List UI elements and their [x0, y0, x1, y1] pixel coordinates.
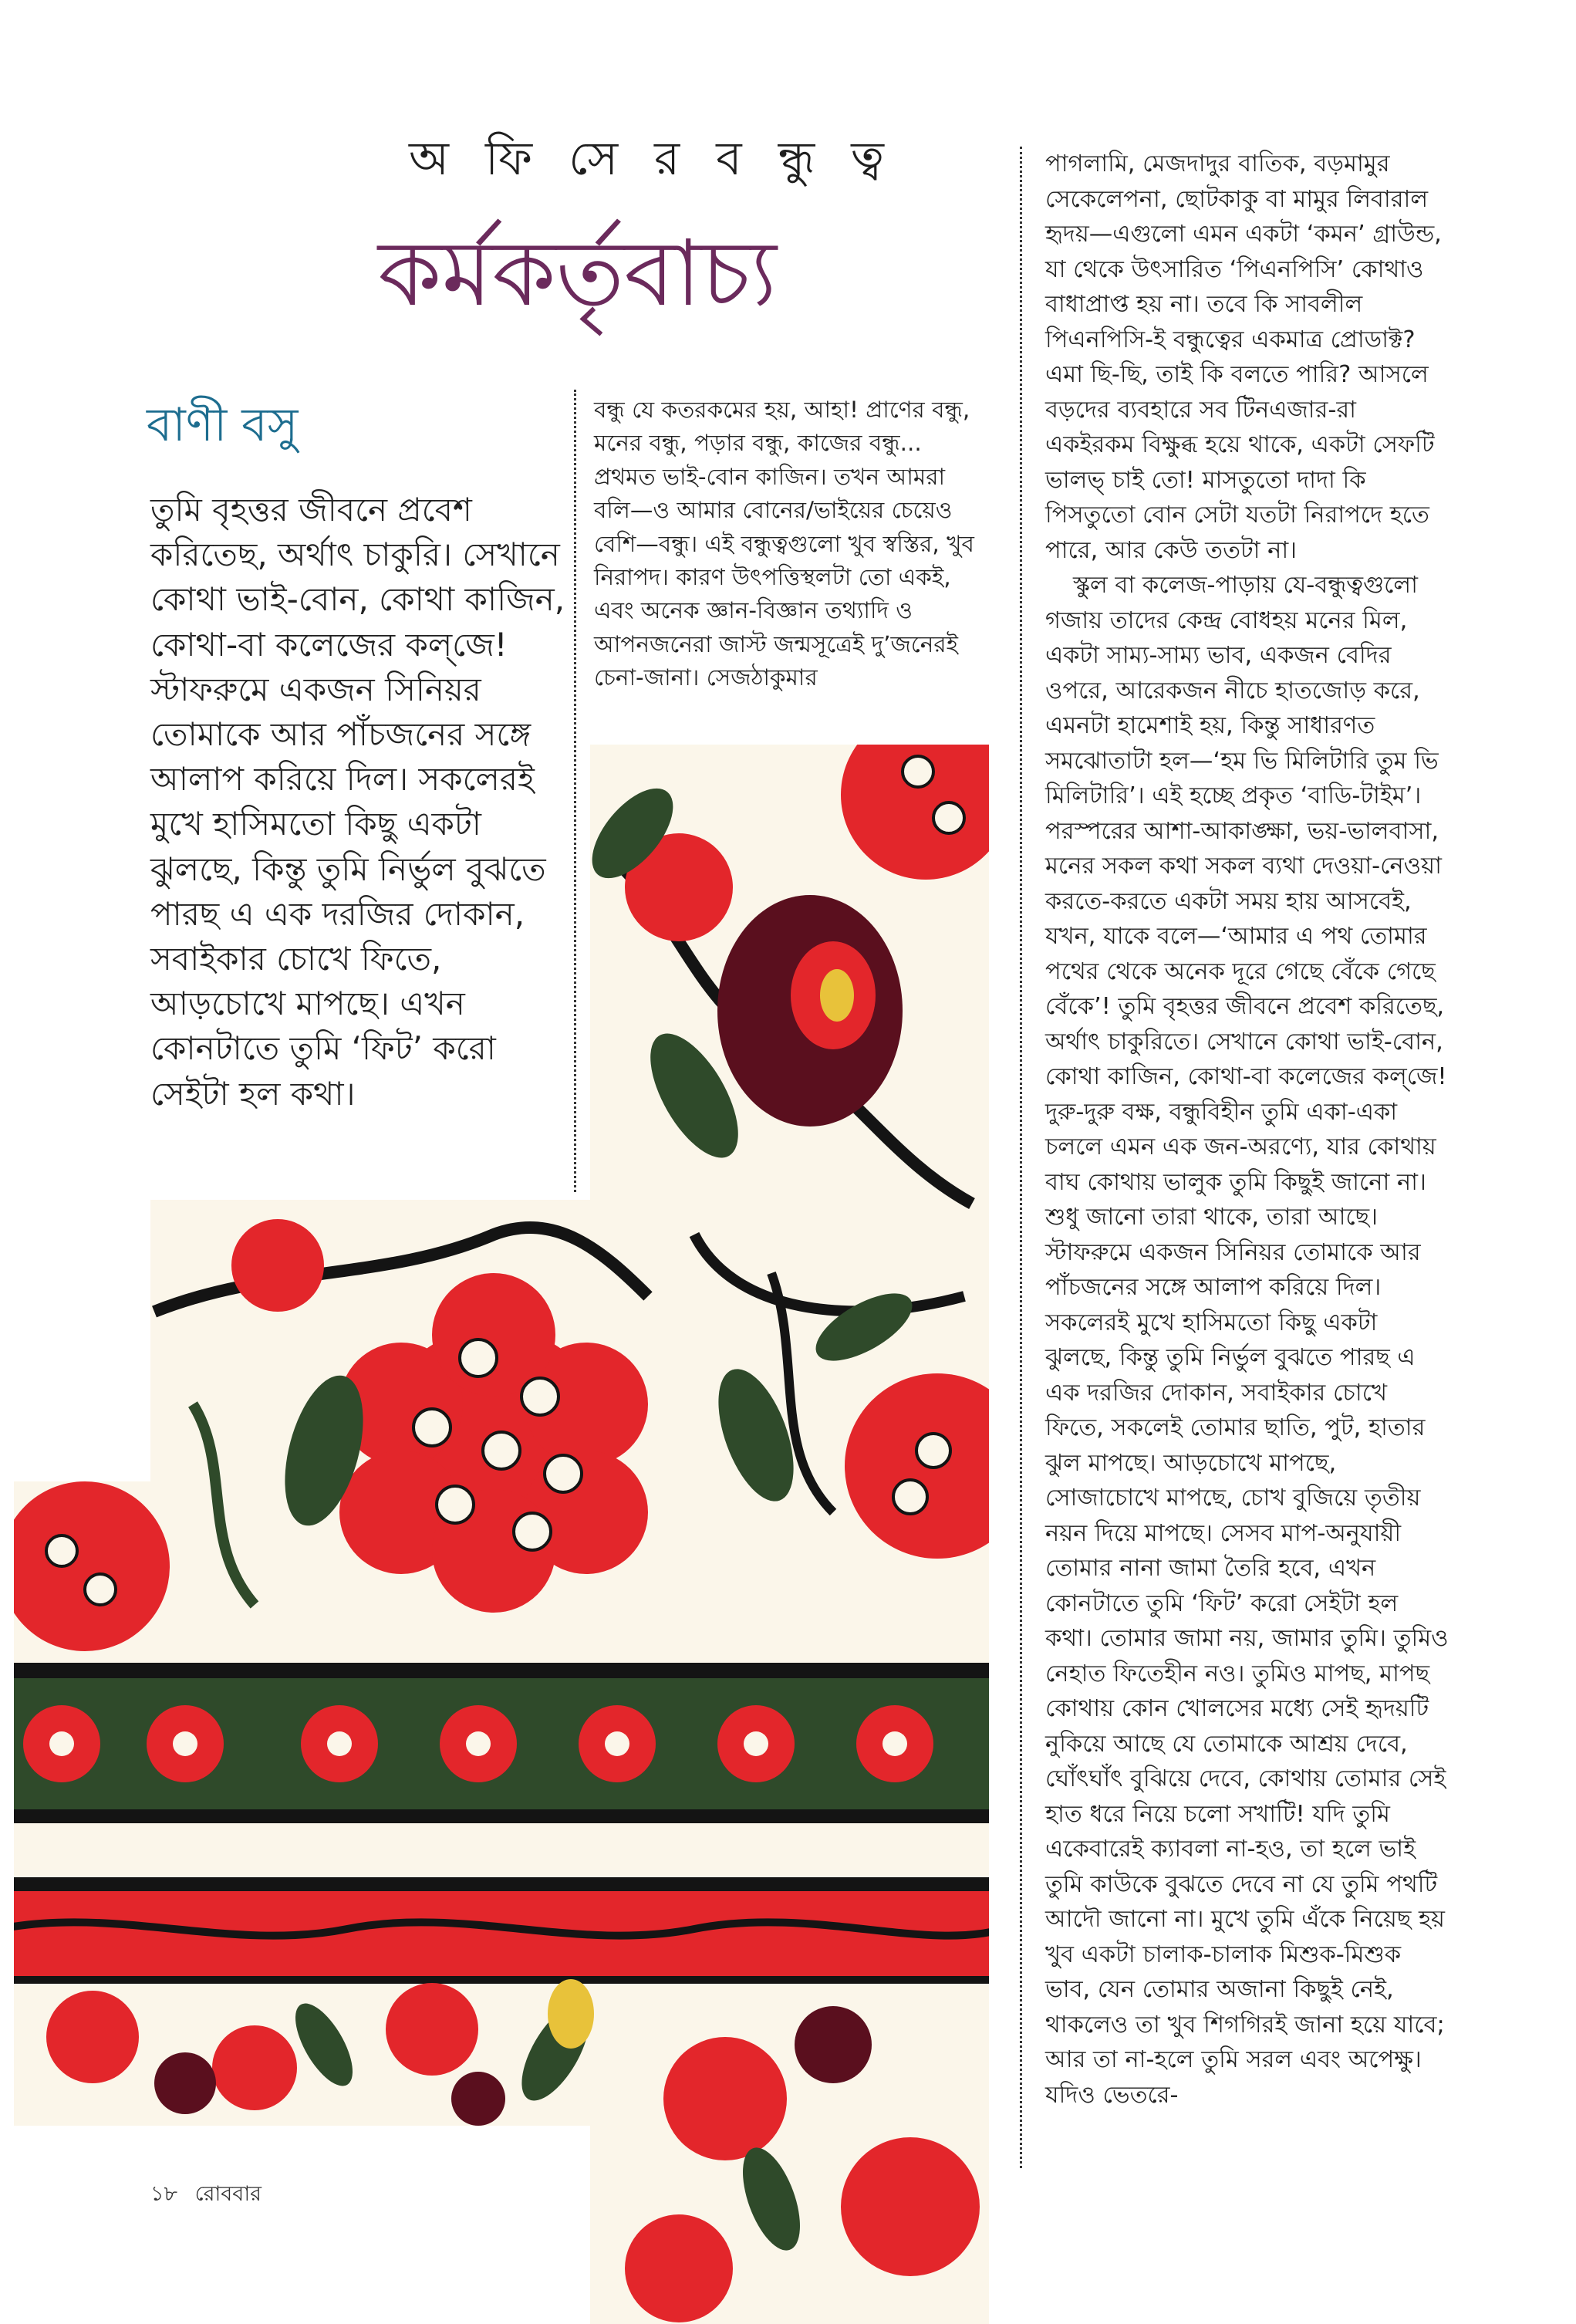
- kicker: অ ফি সে র ব ন্ধু ত্ব: [409, 132, 895, 186]
- body-column-right: [1045, 147, 1450, 2113]
- magazine-name: রোববার: [194, 2182, 262, 2206]
- author-byline: বাণী বসু: [147, 398, 299, 452]
- headline: কর্মকর্তৃবাচ্য: [378, 220, 777, 326]
- body-column-middle: [594, 394, 980, 695]
- column-divider-left: [574, 390, 576, 1192]
- column-divider-right: [1020, 147, 1022, 2168]
- body-paragraph: স্কুল বা কলেজ-পাড়ায় যে-বন্ধুত্বগুলো গজায় তাদের কেন্দ্র বোধহয় মনের মিল, একটা সাম্য-সাম্য ভাব, একজন বেদির ওপরে, আরেকজন নীচে হাতজোড় করে, এমনটা হামেশাই হয়, কিন্তু সাধারণত সমঝোতাটা হল—‘হম ভি মিলিটারি তুম ভি মিলিটারি’। এই হচ্ছে প্রকৃত ‘বাডি-টাইম’। পরস্পরের আশা-আকাঙ্ক্ষা, ভয়-ভালবাসা, মনের সকল কথা সকল ব্যথা দেওয়া-নেওয়া করতে-করতে একটা সময় হায় আসবেই, যখন, যাকে বলে—‘আমার এ পথ তোমার পথের থেকে অনেক দূরে গেছে বেঁকে গেছে বেঁকে’! তুমি বৃহত্তর জীবনে প্রবেশ করিতেছ, অর্থাৎ চাকুরিতে। সেখানে কোথা ভাই-বোন, কোথা কাজিন, কোথা-বা কলেজের কল্‌জে! দুরু-দুরু বক্ষ, বন্ধুবিহীন তুমি একা-একা চললে এমন এক জন-অরণ্যে, যার কোথায় বাঘ কোথায় ভালুক তুমি কিছুই জানো না। শুধু জানো তারা থাকে, তারা আছে। স্টাফরুমে একজন সিনিয়র তোমাকে আর পাঁচজনের সঙ্গে আলাপ করিয়ে দিল। সকলেরই মুখে হাসিমতো কিছু একটা ঝুলছে, কিন্তু তুমি নির্ভুল বুঝতে পারছ এ এক দরজির দোকান, সবাইকার চোখে ফিতে, সকলেই তোমার ছাতি, পুট, হাতার ঝুল মাপছে। আড়চোখে মাপছে, সোজাচোখে মাপছে, চোখ বুজিয়ে তৃতীয় নয়ন দিয়ে মাপছে। সেসব মাপ-অনুযায়ী তোমার নানা জামা তৈরি হবে, এখন কোনটাতে তুমি ‘ফিট’ করো সেইটা হল কথা। তোমার জামা নয়, জামার তুমি। তুমিও নেহাত ফিতেহীন নও। তুমিও মাপছ, মাপছ কোথায় কোন খোলসের মধ্যে সেই হৃদয়টি নুকিয়ে আছে যে তোমাকে আশ্রয় দেবে, ঘোঁৎঘাঁৎ বুঝিয়ে দেবে, কোথায় তোমার সেই হাত ধরে নিয়ে চলো সখাটি! যদি তুমি একেবারেই ক্যাবলা না-হও, তা হলে ভাই তুমি কাউকে বুঝতে দেবে না যে তুমি পথটি আদৌ জানো না। মুখে তুমি এঁকে নিয়েছ হয় খুব একটা চালাক-চালাক মিশুক-মিশুক ভাব, যেন তোমার অজানা কিছুই নেই, থাকলেও তা খুব শিগগিরই জানা হয়ে যাবে; আর তা না-হলে তুমি সরল এবং অপেক্ষু। যদিও ভেতরে-: [1045, 572, 1449, 2109]
- body-paragraph: বন্ধু যে কতরকমের হয়, আহা! প্রাণের বন্ধু, মনের বন্ধু, পড়ার বন্ধু, কাজের বন্ধু... প্রথমত ভাই-বোন কাজিন। তখন আমরা বলি—ও আমার বোনের/ভাইয়ের চেয়েও বেশি—বন্ধু। এই বন্ধুত্বগুলো খুব স্বস্তির, খুব নিরাপদ। কারণ উৎপত্তিস্থলটা তো একই, এবং অনেক জ্ঞান-বিজ্ঞান তথ্যাদি ও আপনজনেরা জাস্ট জন্মসূত্রেই দু’জনেরই চেনা-জানা। সেজঠাকুমার: [594, 397, 974, 691]
- intro-standfirst: [150, 488, 567, 1116]
- page-footer: [150, 2178, 262, 2213]
- intro-text: তুমি বৃহত্তর জীবনে প্রবেশ করিতেছ, অর্থাৎ চাকুরি। সেখানে কোথা ভাই-বোন, কোথা কাজিন, কোথা-বা কলেজের কল্‌জে! স্টাফরুমে একজন সিনিয়র তোমাকে আর পাঁচজনের সঙ্গে আলাপ করিয়ে দিল। সকলেরই মুখে হাসিমতো কিছু একটা ঝুলছে, কিন্তু তুমি নির্ভুল বুঝতে পারছ এ এক দরজির দোকান, সবাইকার চোখে ফিতে, আড়চোখে মাপছে। এখন কোনটাতে তুমি ‘ফিট’ করো সেইটা হল কথা।: [150, 491, 565, 1113]
- body-paragraph: পাগলামি, মেজদাদুর বাতিক, বড়মামুর সেকেলেপনা, ছোটকাকু বা মামুর লিবারাল হৃদয়—এগুলো এমন একটা ‘কমন’ গ্রাউন্ড, যা থেকে উৎসারিত ‘পিএনপিসি’ কোথাও বাধাপ্রাপ্ত হয় না। তবে কি সাবলীল পিএনপিসি-ই বন্ধুত্বের একমাত্র প্রোডাক্ট? এমা ছি-ছি, তাই কি বলতে পারি? আসলে বড়দের ব্যবহারে সব টিনএজার-রা একইরকম বিক্ষুব্ধ হয়ে থাকে, একটা সেফটি ভালভ্‌ চাই তো! মাসতুতো দাদা কি পিসতুতো বোন সেটা যতটা নিরাপদে হতে পারে, আর কেউ ততটা না।: [1045, 150, 1442, 564]
- page-number: ১৮: [150, 2182, 178, 2206]
